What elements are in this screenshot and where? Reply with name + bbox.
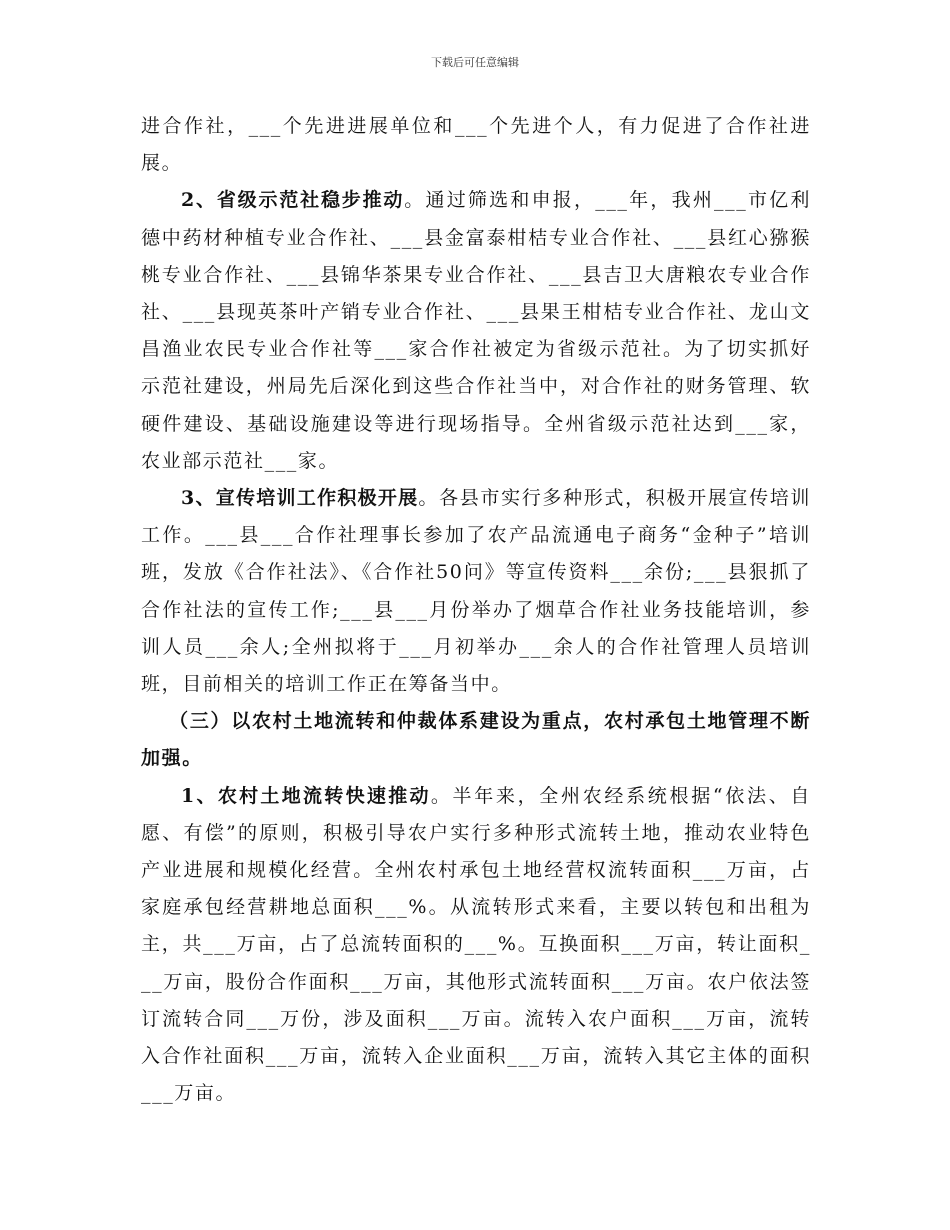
heading-text: （三）以农村土地流转和仲裁体系建设为重点，农村承包土地管理不断加强。: [141, 710, 811, 770]
paragraph-lead: 3、宣传培训工作积极开展: [181, 487, 419, 510]
paragraph-training: [141, 480, 811, 703]
paragraph-text: 。通过筛选和申报，___年，我州___市亿利德中药材种植专业合作社、___县金富泰柑桔专业合作社、___县红心猕猴桃专业合作社、___县锦华茶果专业合作社、___县吉卫大唐粮农专业合作社、___县现英茶叶产销专业合作社、___县果王柑桔专业合作社、龙山文昌渔业农民专业合作社等___家合作社被定为省级示范社。为了切实抓好示范社建设，州局先后深化到这些合作社当中，对合作社的财务管理、软硬件建设、基础设施建设等进行现场指导。全州省级示范社达到___家，农业部示范社___家。: [141, 189, 811, 472]
section-heading: [141, 703, 811, 777]
page-header: 下载后可任意编辑: [431, 56, 519, 69]
paragraph-provincial-demo: [141, 182, 811, 480]
paragraph-land-transfer: [141, 778, 811, 1113]
paragraph-lead: 1、农村土地流转快速推动: [181, 784, 431, 807]
paragraph-text: 进合作社，___个先进进展单位和___个先进个人，有力促进了合作社进展。: [141, 115, 811, 175]
paragraph-text: 。各县市实行多种形式，积极开展宣传培训工作。___县___合作社理事长参加了农产品流通电子商务“金种子”培训班，发放《合作社法》、《合作社50问》等宣传资料___余份;___县狠抓了合作社法的宣传工作;___县___月份举办了烟草合作社业务技能培训，参训人员___余人;全州拟将于___月初举办___余人的合作社管理人员培训班，目前相关的培训工作正在筹备当中。: [141, 487, 812, 696]
document-body: [141, 108, 811, 1112]
paragraph-text: 。半年来，全州农经系统根据“依法、自愿、有偿”的原则，积极引导农户实行多种形式流转土地，推动农业特色产业进展和规模化经营。全州农村承包土地经营权流转面积___万亩，占家庭承包经营耕地总面积___%。从流转形式来看，主要以转包和出租为主，共___万亩，占了总流转面积的___%。互换面积___万亩，转让面积___万亩，股份合作面积___万亩，其他形式流转面积___万亩。农户依法签订流转合同___万份，涉及面积___万亩。流转入农户面积___万亩，流转入合作社面积___万亩，流转入企业面积___万亩，流转入其它主体的面积___万亩。: [141, 784, 812, 1105]
paragraph-lead: 2、省级示范社稳步推动: [181, 189, 405, 212]
paragraph-continuation: [141, 108, 811, 182]
